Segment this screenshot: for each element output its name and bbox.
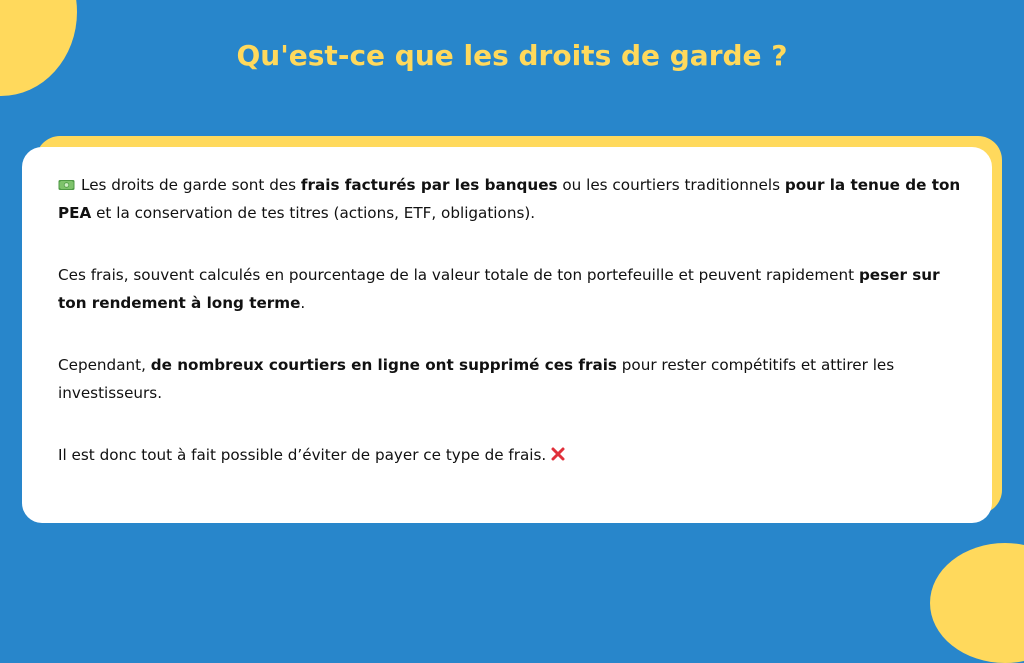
paragraph-2 bbox=[58, 261, 963, 317]
paragraph-2-segment-3: . bbox=[300, 294, 306, 312]
paragraph-4 bbox=[58, 441, 963, 469]
paragraph-1-segment-3: ou les courtiers traditionnels bbox=[557, 176, 785, 194]
decorative-circle-bottom-right bbox=[930, 543, 1024, 663]
paragraph-2-segment-2: peser sur ton rendement à long terme bbox=[58, 266, 940, 312]
paragraph-3 bbox=[58, 351, 963, 407]
money-with-wings-icon bbox=[58, 179, 75, 191]
content-card bbox=[22, 147, 992, 523]
paragraph-1-segment-2: frais facturés par les banques bbox=[300, 176, 558, 194]
paragraph-1-segment-5: et la conservation de tes titres (actions, ETF, obligations). bbox=[91, 204, 536, 222]
paragraph-3-segment-2: de nombreux courtiers en ligne ont supprimé ces frais bbox=[150, 356, 617, 374]
card-text bbox=[58, 171, 963, 469]
paragraph-1-segment-4: pour la tenue de ton PEA bbox=[58, 176, 961, 222]
cross-mark-icon bbox=[550, 446, 566, 462]
paragraph-1-segment-1: Les droits de garde sont des bbox=[81, 176, 301, 194]
paragraph-1 bbox=[58, 171, 963, 227]
slide-title: Qu'est-ce que les droits de garde ? bbox=[236, 39, 788, 72]
paragraph-4-segment-1: Il est donc tout à fait possible d’éviter de payer ce type de frais. bbox=[58, 446, 547, 464]
paragraph-3-segment-1: Cependant, bbox=[58, 356, 151, 374]
paragraph-3-segment-3: pour rester compétitifs et attirer les investisseurs. bbox=[58, 356, 895, 402]
paragraph-2-segment-1: Ces frais, souvent calculés en pourcentage de la valeur totale de ton portefeuille et peuvent rapidement bbox=[58, 266, 859, 284]
